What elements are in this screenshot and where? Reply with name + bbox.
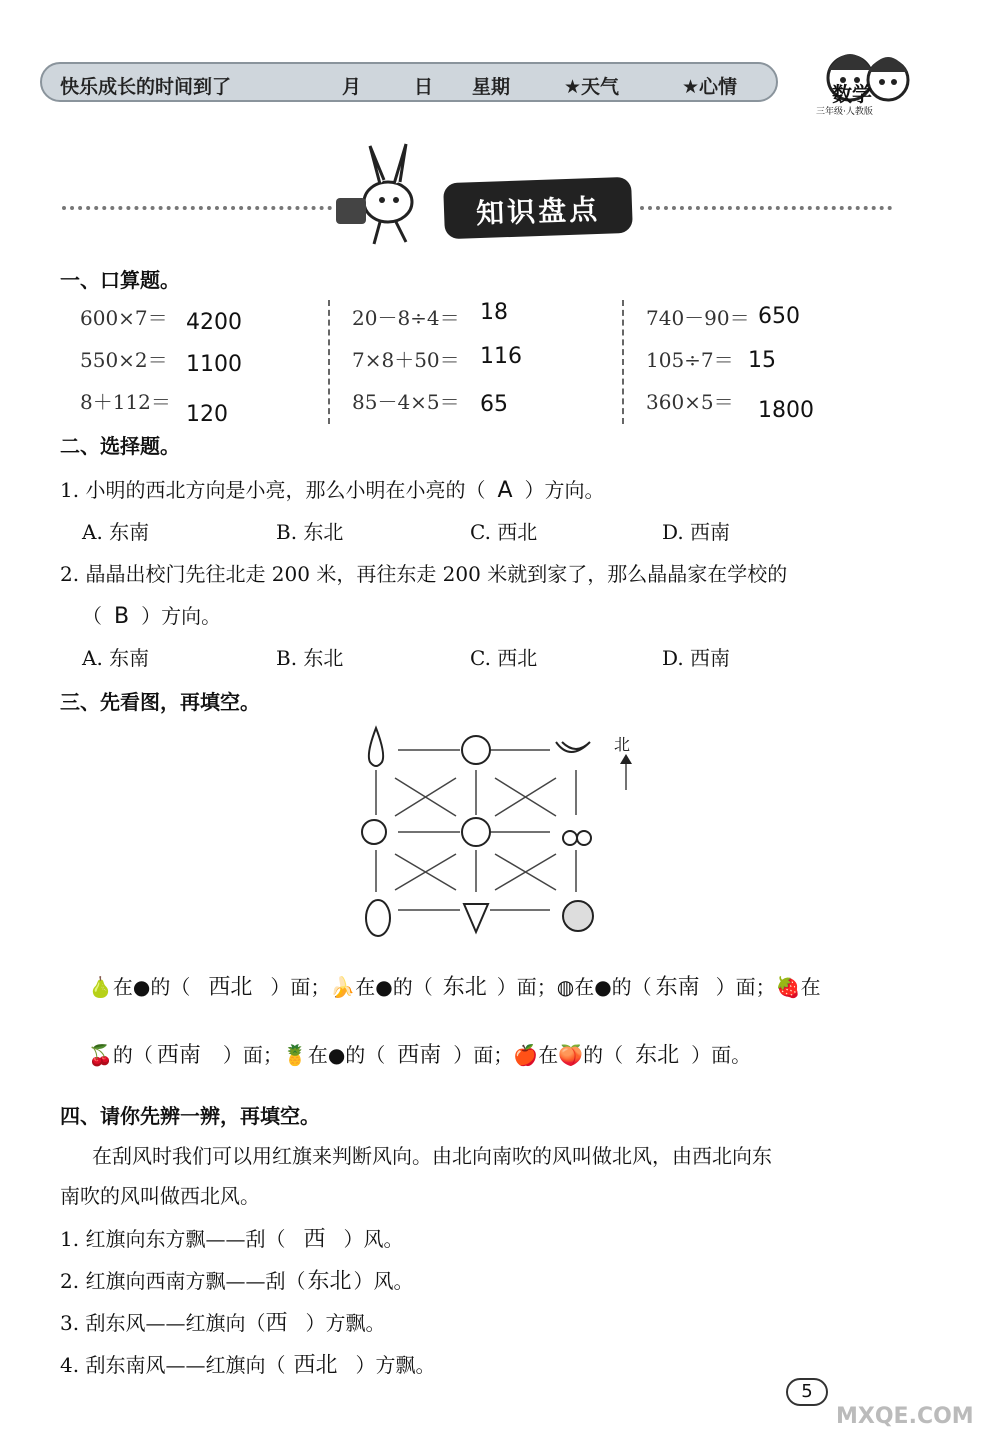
fill-text: ）面； — [496, 975, 557, 999]
section-title-box — [443, 177, 633, 240]
peach-icon: 🍑 — [558, 1043, 584, 1067]
apple-icon: 🍎 — [513, 1043, 539, 1067]
fill-text: ）面； — [453, 1043, 514, 1067]
part4-item — [60, 1222, 403, 1253]
fill-answer: 西南 — [397, 1043, 442, 1068]
calc-answer: 116 — [480, 344, 522, 369]
fill-text: 的（ — [611, 975, 652, 999]
calc-expr: 105÷7＝ — [646, 348, 734, 372]
cherry-icon — [563, 831, 591, 845]
stars-divider-right — [640, 206, 892, 214]
question-text: （ — [82, 604, 102, 628]
part3-heading: 三、先看图，再填空。 — [60, 690, 260, 714]
edition-label: 三年级·人教版 — [816, 107, 873, 117]
fill-text: ）面； — [715, 975, 776, 999]
calc-answer: 65 — [480, 392, 508, 417]
part4-intro: 南吹的风叫做西北风。 — [60, 1184, 260, 1208]
section-title: 知识盘点 — [475, 192, 601, 231]
subject-label: 数学 — [832, 82, 872, 106]
option: B. 东北 — [276, 520, 344, 544]
question-text: ）方向。 — [524, 478, 605, 502]
part3-line-2 — [88, 1038, 751, 1069]
item-text: 2. 红旗向西南方飘——刮（ — [60, 1269, 306, 1293]
question-answer: A — [497, 478, 513, 503]
strawberry-icon — [464, 904, 488, 932]
fill-text: ）面； — [270, 975, 331, 999]
banana-icon: 🍌 — [330, 975, 356, 999]
part3-line-1 — [88, 970, 821, 1001]
header-weekday: 星期 — [472, 76, 511, 98]
question-text: 1. 小明的西北方向是小亮，那么小明在小亮的（ — [60, 478, 486, 502]
fill-text: ）面。 — [691, 1043, 752, 1067]
calc-answer: 1800 — [758, 398, 814, 423]
strawberry-icon: 🍓 — [775, 975, 801, 999]
item-text: 4. 刮东南风——红旗向（ — [60, 1353, 286, 1377]
fill-text: 的（ — [150, 975, 191, 999]
orange-icon — [563, 901, 593, 931]
part4-item — [60, 1306, 385, 1337]
question-1 — [60, 474, 605, 503]
calc-expr: 8＋112＝ — [80, 390, 171, 414]
tomato-icon: ● — [132, 975, 151, 999]
option: A. 东南 — [82, 646, 150, 670]
fill-answer: 东北 — [635, 1043, 680, 1068]
item-answer: 西 — [303, 1227, 326, 1252]
item-text: ）方飘。 — [305, 1311, 386, 1335]
fill-text: 在 — [574, 975, 595, 999]
banana-icon — [556, 742, 590, 752]
pineapple-icon: 🍍 — [282, 1043, 308, 1067]
pear-icon: 🍐 — [88, 975, 113, 999]
part4-item — [60, 1264, 413, 1295]
part4-item — [60, 1348, 435, 1379]
fruit-grid-diagram — [350, 720, 650, 942]
calc-expr: 7×8＋50＝ — [352, 348, 460, 372]
fill-text: 的（ — [392, 975, 433, 999]
calc-expr: 550×2＝ — [80, 348, 168, 372]
pear-icon — [369, 728, 383, 766]
header-month: 月 — [342, 76, 362, 98]
item-text: 3. 刮东风——红旗向（ — [60, 1311, 266, 1335]
option: C. 西北 — [470, 646, 538, 670]
fill-text: 的（ — [112, 1043, 153, 1067]
option: B. 东北 — [276, 646, 344, 670]
header-mood: ★心情 — [682, 76, 738, 98]
item-text: 1. 红旗向东方飘——刮（ — [60, 1227, 286, 1251]
fill-text: 在 — [538, 1043, 559, 1067]
calc-answer: 4200 — [186, 310, 242, 335]
header-day: 日 — [414, 76, 434, 98]
tomato-icon — [462, 818, 490, 846]
north-label: 北 — [614, 735, 631, 754]
question-2 — [82, 600, 221, 629]
item-answer: 东北 — [307, 1269, 352, 1294]
calc-answer: 1100 — [186, 352, 242, 377]
calc-expr: 20－8÷4＝ — [352, 306, 460, 330]
part2-heading: 二、选择题。 — [60, 434, 180, 458]
fill-answer: 东南 — [655, 975, 700, 1000]
calc-answer: 120 — [186, 402, 228, 427]
fill-text: 在 — [355, 975, 376, 999]
watermark: MXQE.COM — [836, 1404, 974, 1429]
option: A. 东南 — [82, 520, 150, 544]
fill-text: 的（ — [345, 1043, 386, 1067]
item-text: ）风。 — [343, 1227, 404, 1251]
calc-answer: 650 — [758, 304, 800, 329]
item-answer: 西 — [265, 1311, 288, 1336]
apple-icon — [462, 736, 490, 764]
part1-heading: 一、口算题。 — [60, 268, 180, 292]
stars-divider-left — [62, 206, 332, 214]
tomato-icon: ● — [327, 1043, 346, 1067]
rabbit-mascot-icon — [330, 140, 450, 250]
question-answer: B — [114, 604, 130, 629]
header-banner — [40, 62, 778, 102]
calc-answer: 18 — [480, 300, 508, 325]
calc-expr: 85－4×5＝ — [352, 390, 460, 414]
cherry-icon: 🍒 — [88, 1043, 113, 1067]
option: C. 西北 — [470, 520, 538, 544]
header-tagline: 快乐成长的时间到了 — [60, 76, 232, 98]
item-text: ）风。 — [353, 1269, 414, 1293]
calc-answer: 15 — [748, 348, 776, 373]
peach-icon — [362, 820, 386, 844]
column-divider — [328, 300, 330, 424]
item-text: ）方飘。 — [355, 1353, 436, 1377]
question-text: ）方向。 — [141, 604, 222, 628]
pineapple-icon — [366, 900, 390, 936]
fill-text: 在 — [800, 975, 821, 999]
orange-icon: ◍ — [556, 975, 575, 999]
part4-heading: 四、请你先辨一辨，再填空。 — [60, 1104, 320, 1128]
fill-text: 在 — [112, 975, 133, 999]
calc-expr: 600×7＝ — [80, 306, 168, 330]
fill-answer: 西南 — [156, 1043, 201, 1068]
fill-text: 在 — [307, 1043, 328, 1067]
page-number: 5 — [786, 1378, 828, 1406]
option: D. 西南 — [662, 520, 731, 544]
calc-expr: 360×5＝ — [646, 390, 734, 414]
header-weather: ★天气 — [564, 76, 620, 98]
tomato-icon: ● — [594, 975, 612, 999]
question-2-text: 2. 晶晶出校门先往北走 200 米，再往东走 200 米就到家了，那么晶晶家在学校的 — [60, 562, 788, 586]
option: D. 西南 — [662, 646, 731, 670]
fill-text: 的（ — [583, 1043, 624, 1067]
tomato-icon: ● — [375, 975, 393, 999]
fill-answer: 东北 — [442, 975, 487, 1000]
fill-text: ）面； — [222, 1043, 283, 1067]
calc-expr: 740－90＝ — [646, 306, 750, 330]
column-divider — [622, 300, 624, 424]
part4-intro: 在刮风时我们可以用红旗来判断风向。由北向南吹的风叫做北风，由西北向东 — [92, 1144, 772, 1168]
fill-answer: 西北 — [208, 975, 253, 1000]
item-answer: 西北 — [293, 1353, 338, 1378]
